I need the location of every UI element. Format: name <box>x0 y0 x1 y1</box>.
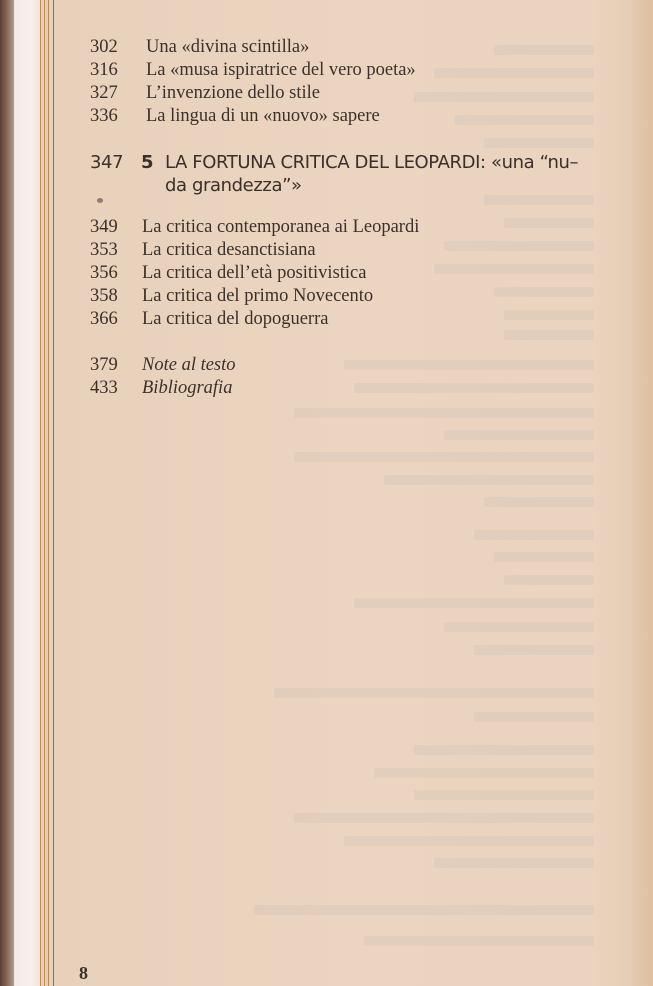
toc-page-number: 433 <box>90 378 118 398</box>
toc-page-number: 327 <box>90 83 118 103</box>
toc-entry-title: La «musa ispiratrice del vero poeta» <box>146 60 416 80</box>
spacer <box>90 197 650 216</box>
toc-page-number: 356 <box>90 263 118 283</box>
toc-entry <box>90 59 650 82</box>
toc-entry-title: La critica dell’età positivistica <box>142 263 367 283</box>
toc-page-number: 349 <box>90 217 118 237</box>
toc-entry <box>90 239 650 262</box>
toc-entry-title: La critica del dopoguerra <box>142 309 329 329</box>
toc-entry <box>90 36 650 59</box>
chapter-number: 5 <box>141 152 154 173</box>
toc-entry <box>90 105 650 128</box>
chapter-title-line2: da grandezza”» <box>165 175 302 196</box>
toc-entry-title: La critica contemporanea ai Leopardi <box>142 217 420 237</box>
toc-entry <box>90 377 650 400</box>
spacer <box>90 331 650 354</box>
table-of-contents <box>90 36 650 400</box>
toc-page-number: 358 <box>90 286 118 306</box>
toc-page-number: 366 <box>90 309 118 329</box>
ink-smudge <box>97 198 103 203</box>
toc-entry-title: Una «divina scintilla» <box>146 37 310 57</box>
toc-page-number: 316 <box>90 60 118 80</box>
chapter-page-number: 347 <box>90 152 124 173</box>
toc-entry <box>90 82 650 105</box>
toc-entry-title: La lingua di un «nuovo» sapere <box>146 106 380 126</box>
page-number: 8 <box>79 963 88 983</box>
toc-entry-title: La critica del primo Novecento <box>142 286 374 306</box>
toc-entry <box>90 285 650 308</box>
toc-page-number: 336 <box>90 106 118 126</box>
toc-entry-title: Bibliografia <box>142 378 233 398</box>
toc-page-number: 379 <box>90 355 118 375</box>
toc-entry <box>90 308 650 331</box>
toc-entry-title: L’invenzione dello stile <box>146 83 320 103</box>
toc-entry-title: La critica desanctisiana <box>142 240 316 260</box>
chapter-title-line1: LA FORTUNA CRITICA DEL LEOPARDI: «una “nu– <box>165 152 579 173</box>
toc-page-number: 353 <box>90 240 118 260</box>
toc-entry <box>90 262 650 285</box>
toc-entry-title: Note al testo <box>142 355 236 375</box>
toc-entry <box>90 354 650 377</box>
toc-entry <box>90 216 650 239</box>
toc-page-number: 302 <box>90 37 118 57</box>
chapter-heading <box>90 151 650 197</box>
